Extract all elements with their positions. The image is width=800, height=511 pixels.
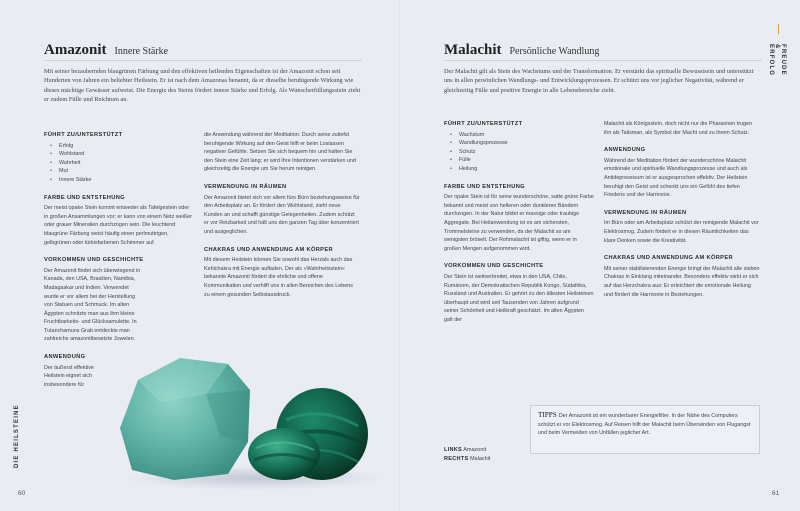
section-heading: ANWENDUNG	[44, 354, 86, 361]
section-raeume	[604, 209, 760, 245]
side-label: DIE HEILSTEINE	[14, 404, 20, 468]
fuehrt-zu-list	[444, 131, 594, 174]
section-text: Der Amazonit bietet sich vor allem fürs Büro beziehungsweise für den Arbeitsplatz an. Er fördert den Wohlstand, zieht neue Kunden an und schafft günstige Gelegenheiten. Zudem schützt er vor Reizbarkeit und hält uns den ganzen Tag über konzentriert und ausgeglichen.	[204, 194, 360, 235]
caption-text: Amazonit	[463, 447, 487, 453]
right-column-1	[444, 120, 594, 333]
page-number: 60	[18, 490, 26, 497]
caption-label: LINKS	[444, 447, 462, 453]
section-farbe	[444, 183, 594, 254]
section-heading: VORKOMMEN UND GESCHICHTE	[444, 263, 544, 270]
caption-links	[444, 446, 490, 455]
section-chakras	[604, 254, 760, 299]
section-text: Der opake Stein ist für seine wunderschöne, satte grüne Farbe bekannt und meist von helleren oder dunkleren Bändern durchzogen. In der Natur bildet er massige oder traubige Aggregate. Bei Heilanwendung ist es am sichersten, Trommelsteine zu verwenden, da der Malachit so am wenigsten bröselt. Der Rohmalachit ist giftig, wenn er in großen Mengen aufgenommen wird.	[444, 194, 594, 252]
tips-box	[530, 405, 760, 454]
stones-photo	[110, 350, 380, 490]
section-heading: FÜHRT ZU/UNTERSTÜTZT	[44, 132, 123, 138]
left-column-2	[204, 131, 360, 308]
tips-heading: TIPPS	[538, 411, 557, 419]
section-farbe	[44, 194, 194, 248]
right-column-2	[604, 120, 760, 308]
list-item: • Wahrheit	[44, 159, 194, 168]
intro-text: Mit seiner bezaubernden blaugrünen Färbung und den effektiven heilenden Eigenschaften ist der Amazonit schon seit Hunderten von Jahren ein beliebter Heilstein. Er ist nach dem Amazonas benannt, da er dieselbe beruhigende Wirkung wie dieses mächtige Gewässer aufweist. Die Energie des Steins fördert innere Stärke und Erfolg. Als Wunscherfüllungsstein zieht er zudem Fülle und Reichtum an.	[44, 68, 361, 103]
section-vorkommen-cont	[604, 120, 760, 137]
section-text: Malachit als Königsstein, doch nicht nur die Pharaonen trugen ihn als Talisman, als Symbol der Macht und zu ihrem Schutz.	[604, 121, 753, 136]
list-item: • Schutz	[444, 148, 594, 157]
title-rule	[44, 60, 362, 61]
caption-text: Malachit	[469, 455, 491, 462]
title-rule	[444, 60, 762, 61]
list-item: • Erfolg	[44, 142, 194, 151]
caption-rechts	[444, 455, 490, 464]
section-text: Der äußerst effektive Heilstein eignet sich insbesondere für	[44, 364, 94, 388]
section-anwendung	[604, 146, 760, 200]
list-item: • Wandlungsprozesse	[444, 139, 594, 148]
page-number: 61	[772, 490, 780, 497]
intro-text: Der Malachit gilt als Stein des Wachstums und der Transformation. Er verstärkt das spirituelle Bewusstsein und unterstützt uns in allen persönlichen Wandlungs- und Entwicklungsprozessen. Er schützt uns vor jeglicher Negativität, während er gleichzeitig Fülle und positive Energie in alle Lebensbereiche zieht.	[444, 68, 754, 94]
section-heading: FARBE UND ENTSTEHUNG	[44, 194, 125, 201]
section-text: Der Stein ist weitverbreitet, etwa in den USA, Chile, Rumänien, der Demokratischen Republik Kongo, Südafrika, Russland und Australien. Er gehört zu den ältesten Heilsteinen überhaupt und wird seit Tausenden von Jahren aufgrund seiner Schönheit und Heilkraft geschätzt. Im alten Ägypten galt der	[444, 273, 594, 323]
section-heading: FARBE UND ENTSTEHUNG	[444, 183, 525, 190]
section-anwendung	[44, 353, 104, 389]
section-text: Mit diesem Heilstein können Sie sowohl das Herzals auch das Kehlchakra mit Energie aufladen. Der als »Wahrheitsstein« bekannte Amazonit fördert die ehrliche und offene Kommunikation und verhilft uns in allen Bereichen des Lebens zu einem gesunden Selbstausdruck.	[204, 257, 353, 298]
section-heading: ANWENDUNG	[604, 147, 646, 154]
section-text: die Anwendung während der Meditation: Durch seine zutiefst beruhigende Wirkung auf den Geist hilft er beim Loslassen negativer Gefühle. Setzen Sie sich bequem hin und halten Sie den Stein eine Zeit lang; er wird Ihre Intentionen verstärken und gleichzeitig die Energie um Sie herum reinigen.	[204, 132, 356, 173]
fuehrt-zu-list	[44, 142, 194, 185]
list-item: • Wohlstand	[44, 150, 194, 159]
stone-subtitle: Innere Stärke	[114, 46, 169, 57]
caption-label: RECHTS	[444, 455, 469, 462]
stone-subtitle: Persönliche Wandlung	[509, 46, 600, 57]
section-heading: VORKOMMEN UND GESCHICHTE	[44, 257, 144, 264]
section-text: Mit seiner stabilisierenden Energie bringt der Malachit alle sieben Chakras in Einklang miteinander. Besonders effektiv wirkt er sich auf das Herzchakra aus: Er erleichtert die emotionale Heilung und fördert die Harmonie in Beziehungen.	[604, 265, 760, 298]
list-item: • Mut	[44, 167, 194, 176]
section-text: Der meist opake Stein kommt entweder als Tafelgestein oder in großen Ansammlungen vor; er kann von einem Netz weißer oder grauer Mineralien durchzogen sein. Die leuchtend blaugrüne Färbung weist häufig einen perlmuttrigen, gelbgrünen oder türkisfarbenen Schimmer auf.	[44, 205, 193, 246]
section-heading: VERWENDUNG IN RÄUMEN	[204, 183, 287, 190]
amazonit-title	[44, 41, 168, 59]
section-text: Im Büro oder am Arbeitsplatz schützt der reinigende Malachit vor Elektrosmog. Zudem fördert er in diesen Räumlichkeiten das klare Denken sowie die Kreativität.	[604, 220, 759, 244]
malachit-title	[444, 41, 599, 59]
section-vorkommen	[44, 256, 144, 344]
section-fuehrt-zu	[444, 120, 594, 174]
section-text: Der Amazonit findet sich überwiegend in Kanada, den USA, Brasilien, Namibia, Madagaskar und Indien. Verwendet wurde er vor allem bei der Herstellung von Statuen und Schmuck. Im alten Ägypten schnitzte man aus ihm kleine Fruchtbarkeits- und Glücksamulette. In Tutanchamuns Grab entdeckte man zahlreiche amazonitbesetzte Juwelen.	[44, 267, 141, 343]
list-item: • Heilung	[444, 165, 594, 174]
accent-tick	[778, 24, 779, 34]
list-item: • Fülle	[444, 156, 594, 165]
stone-name: Amazonit	[44, 42, 107, 58]
section-anwendung-cont	[204, 131, 360, 174]
section-chakras	[204, 246, 360, 300]
side-label: FREUDE & ERFOLG	[768, 44, 786, 77]
section-fuehrt-zu	[44, 131, 194, 185]
section-heading: CHAKRAS UND ANWENDUNG AM KÖRPER	[604, 255, 733, 262]
section-heading: CHAKRAS UND ANWENDUNG AM KÖRPER	[204, 246, 333, 253]
section-raeume	[204, 183, 360, 237]
tips-text: Der Amazonit ist ein wunderbarer Energiefilter. In der Nähe des Computers schützt er vor Elektrosmog. Auf Reisen hilft der Malachit beim Überwinden von Flugangst und beim Vermeiden von Unfällen jeglicher Art.	[538, 413, 751, 437]
section-text: Während der Meditation fördert der wunderschöne Malachit emotionale und spirituelle Wandlungsprozesse und auch als Antidepressivum ist er ausgesprochen effektiv. Der Heilstein beruhigt den Geist und schenkt uns ein Gefühl des tiefen Friedens und der Harmonie.	[604, 157, 748, 199]
stone-name: Malachit	[444, 42, 502, 58]
section-heading: VERWENDUNG IN RÄUMEN	[604, 209, 687, 216]
list-item: • Wachstum	[444, 131, 594, 140]
photo-captions	[444, 446, 490, 463]
list-item: • Innere Stärke	[44, 176, 194, 185]
section-heading: FÜHRT ZU/UNTERSTÜTZT	[444, 121, 523, 127]
section-vorkommen	[444, 262, 594, 324]
